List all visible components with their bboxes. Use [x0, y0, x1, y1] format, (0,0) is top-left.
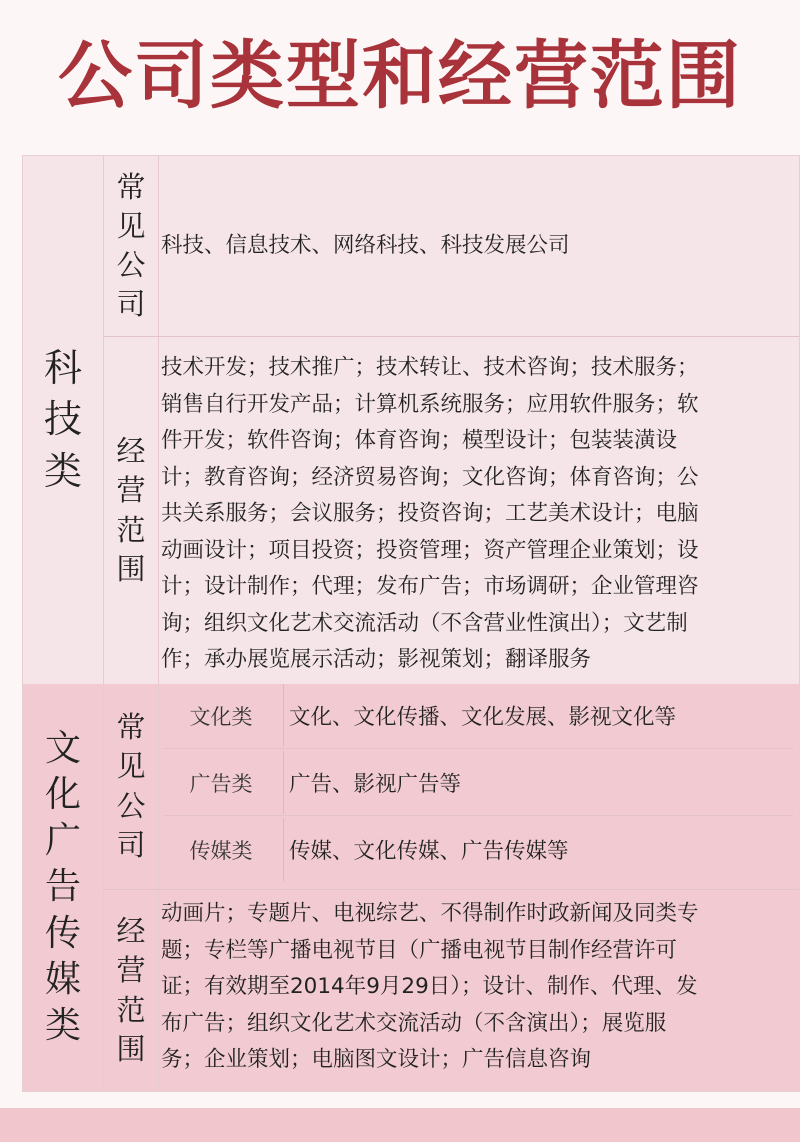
char: 营: [116, 473, 146, 508]
char: 营: [116, 953, 146, 988]
media-common-label: [103, 684, 159, 889]
scope-line: 件开发；软件咨询；体育咨询；模型设计；包装装潢设: [161, 428, 678, 453]
char: 广: [44, 820, 81, 862]
media-text-advertising: 广告、影视广告等: [289, 772, 462, 797]
scope-line: 询；组织文化艺术交流活动（不含营业性演出）；文艺制: [161, 610, 688, 636]
scope-line: 技术开发；技术推广；技术转让、技术咨询；技术服务；: [161, 355, 699, 380]
media-category-label: [23, 684, 103, 1091]
scope-line: 作；承办展览展示活动；影视策划；翻译服务: [161, 647, 592, 672]
scope-line: 证；有效期至2014年9月29日）；设计、制作、代理、发: [161, 974, 698, 999]
char: 常: [116, 169, 146, 204]
char: 文: [44, 728, 81, 770]
char: 科: [43, 346, 82, 391]
scope-line: 动画设计；项目投资；投资管理；资产管理企业策划；设: [161, 537, 699, 563]
char: 见: [116, 749, 146, 784]
divider: [103, 336, 799, 337]
media-type-media: 传媒类: [159, 818, 284, 881]
tech-common-text: 科技、信息技术、网络科技、科技发展公司: [161, 232, 570, 258]
char: 围: [116, 551, 146, 586]
scope-line: 题；专栏等广播电视节目（广播电视节目制作经营许可: [161, 937, 678, 963]
scope-line: 务；企业策划；电脑图文设计；广告信息咨询: [161, 1047, 592, 1072]
char: 司: [116, 287, 146, 322]
char: 媒: [44, 958, 81, 1000]
divider: [103, 889, 799, 890]
char: 传: [44, 912, 81, 954]
char: 化: [44, 774, 81, 816]
tech-section: [23, 156, 799, 684]
tech-category-label: [23, 156, 103, 684]
tech-scope-label: [103, 337, 159, 684]
tech-scope-text: [157, 350, 793, 679]
media-type-advertising: 广告类: [159, 751, 284, 814]
char: 常: [116, 710, 146, 745]
char: 范: [116, 512, 146, 547]
char: 经: [116, 914, 146, 949]
char: 司: [116, 827, 146, 862]
scope-line: 计；教育咨询；经济贸易咨询；文化咨询；体育咨询；公: [161, 464, 699, 490]
scope-line: 共关系服务；会议服务；投资咨询；工艺美术设计；电脑: [161, 501, 699, 526]
char: 类: [43, 448, 82, 493]
char: 类: [44, 1004, 81, 1046]
media-type-culture: 文化类: [159, 684, 284, 747]
scope-line: 布广告；组织文化艺术交流活动（不含演出）；展览服: [161, 1010, 667, 1036]
char: 公: [116, 788, 146, 823]
char: 告: [44, 866, 81, 908]
char: 经: [116, 434, 146, 469]
media-text-media: 传媒、文化传媒、广告传媒等: [289, 839, 569, 864]
tech-common-label: [103, 156, 159, 336]
divider: [163, 815, 793, 816]
bottom-bar: [0, 1108, 800, 1142]
char: 围: [116, 1031, 146, 1066]
scope-line: 动画片；专题片、电视综艺、不得制作时政新闻及同类专: [161, 901, 699, 926]
scope-line: 销售自行开发产品；计算机系统服务；应用软件服务；软: [161, 391, 699, 417]
char: 范: [116, 992, 146, 1027]
media-section: [23, 684, 799, 1091]
scope-line: 计；设计制作；代理；发布广告；市场调研；企业管理咨: [161, 574, 699, 599]
page-title: 公司类型和经营范围: [58, 33, 742, 119]
char: 公: [116, 248, 146, 282]
divider: [163, 748, 793, 749]
company-scope-table: [22, 155, 800, 1092]
char: 见: [116, 208, 146, 243]
media-text-culture: 文化、文化传播、文化发展、影视文化等: [289, 705, 677, 730]
char: 技: [43, 397, 82, 442]
media-scope-text: [157, 896, 793, 1079]
media-scope-label: [103, 890, 159, 1091]
